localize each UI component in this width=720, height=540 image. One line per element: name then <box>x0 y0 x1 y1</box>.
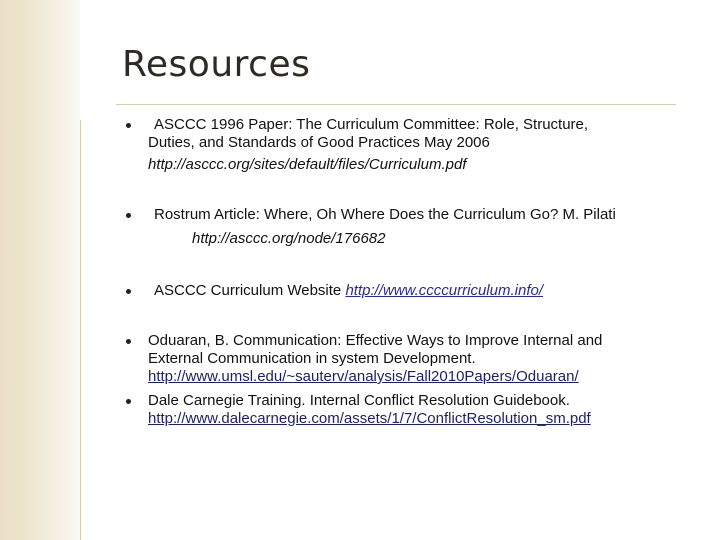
title-divider <box>116 104 676 105</box>
resource-url: http://asccc.org/node/176682 <box>192 230 386 247</box>
resource-text-line: Oduaran, B. Communication: Effective Ways to Improve Internal and <box>148 332 603 349</box>
resource-url: http://asccc.org/sites/default/files/Curriculum.pdf <box>148 156 467 173</box>
bullet-icon <box>126 213 131 218</box>
resource-text-line: Duties, and Standards of Good Practices May 2006 <box>148 134 490 151</box>
bullet-icon <box>126 123 131 128</box>
resource-item-curriculum-website <box>126 282 686 300</box>
decorative-side-band <box>0 0 81 540</box>
resource-item-oduaran <box>126 332 686 386</box>
resource-item-rostrum-article <box>126 206 686 248</box>
resource-item-curriculum-paper <box>126 116 686 174</box>
oduaran-link[interactable]: http://www.umsl.edu/~sauterv/analysis/Fall2010Papers/Oduaran/ <box>148 368 579 385</box>
slide-title: Resources <box>122 44 311 85</box>
resource-text-line: Dale Carnegie Training. Internal Conflict Resolution Guidebook. <box>148 392 570 409</box>
resource-text: ASCCC Curriculum Website <box>154 282 342 299</box>
resource-text-line: Rostrum Article: Where, Oh Where Does the Curriculum Go? M. Pilati <box>154 206 616 223</box>
bullet-icon <box>126 339 131 344</box>
bullet-icon <box>126 289 131 294</box>
resource-item-dale-carnegie <box>126 392 686 428</box>
resource-text-line: ASCCC 1996 Paper: The Curriculum Committee: Role, Structure, <box>154 116 589 133</box>
bullet-icon <box>126 399 131 404</box>
resource-text-line: External Communication in system Development. <box>148 350 476 367</box>
dale-carnegie-link[interactable]: http://www.dalecarnegie.com/assets/1/7/ConflictResolution_sm.pdf <box>148 410 591 427</box>
curriculum-website-link[interactable]: http://www.ccccurriculum.info/ <box>345 282 543 299</box>
